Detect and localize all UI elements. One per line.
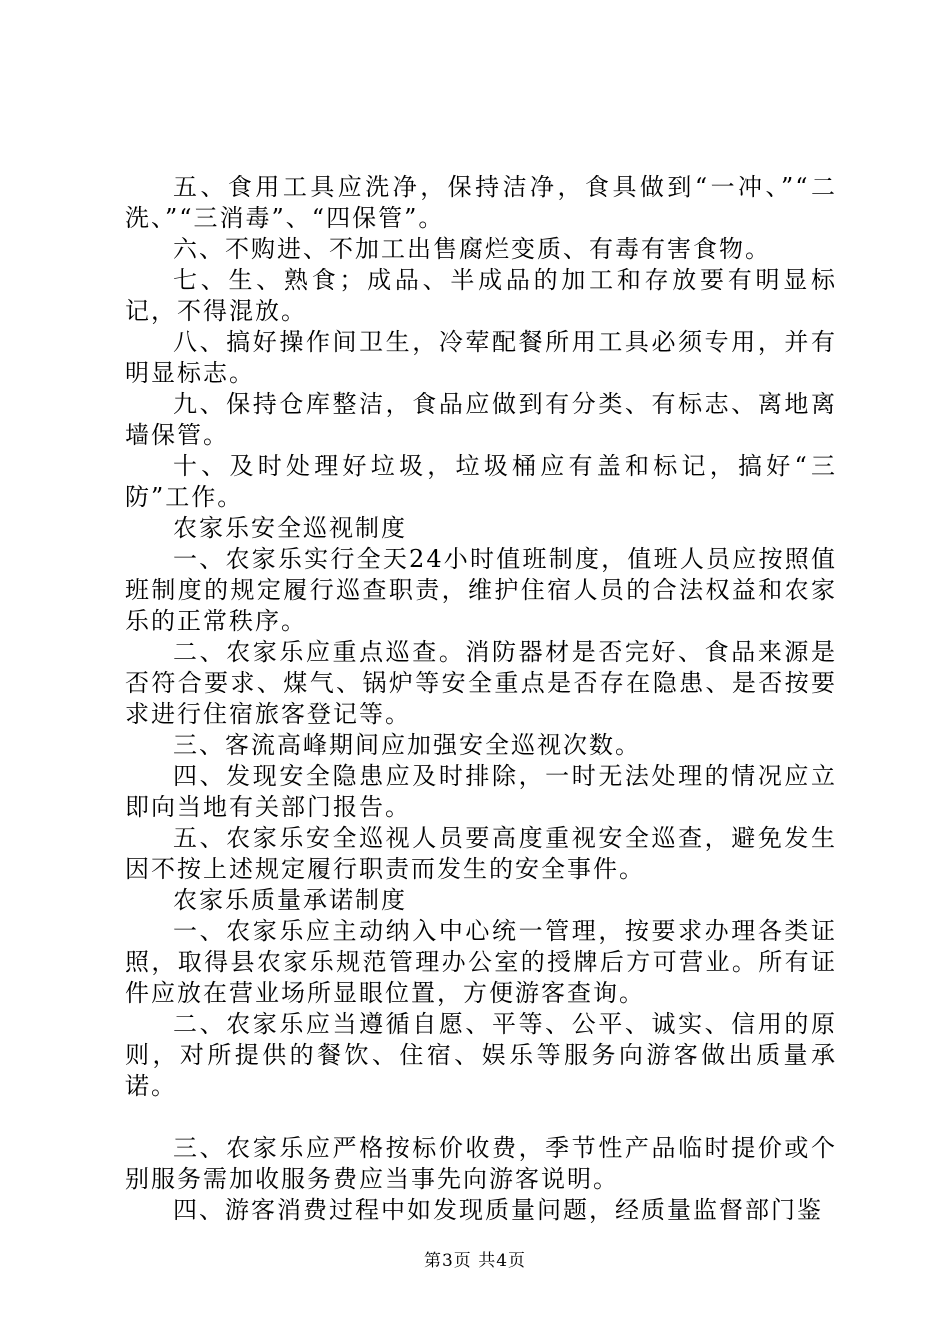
blank-line	[125, 1102, 837, 1133]
page-number-footer: 第3页 共4页	[423, 1251, 527, 1271]
paragraph-peak-patrol: 三、客流高峰期间应加强安全巡视次数。	[173, 731, 641, 759]
section-heading-safety-patrol: 农家乐安全巡视制度	[173, 514, 407, 542]
section-heading-quality-commitment: 农家乐质量承诺制度	[173, 886, 407, 914]
paragraph-waste-handling: 十、及时处理好垃圾，垃圾桶应有盖和标记，搞好“三防”工作。	[125, 452, 837, 511]
paragraph-licensing: 一、农家乐应主动纳入中心统一管理，按要求办理各类证照，取得县农家乐规范管理办公室的授牌后方可营业。所有证件应放在营业场所显眼位置，方便游客查询。	[125, 917, 837, 1007]
paragraph-quality-issue: 四、游客消费过程中如发现质量问题，经质量监督部门鉴	[173, 1196, 823, 1224]
document-body	[125, 172, 837, 1226]
paragraph-kitchen-hygiene: 八、搞好操作间卫生，冷荤配餐所用工具必须专用，并有明显标志。	[125, 328, 837, 387]
paragraph-patrol-responsibility: 五、农家乐安全巡视人员要高度重视安全巡查，避免发生因不按上述规定履行职责而发生的安全事件。	[125, 824, 837, 883]
paragraph-no-spoiled-food: 六、不购进、不加工出售腐烂变质、有毒有害食物。	[173, 235, 771, 263]
paragraph-fair-principles: 二、农家乐应当遵循自愿、平等、公平、诚实、信用的原则，对所提供的餐饮、住宿、娱乐等服务向游客做出质量承诺。	[125, 1010, 837, 1100]
paragraph-key-inspection: 二、农家乐应重点巡查。消防器材是否完好、食品来源是否符合要求、煤气、锅炉等安全重点是否存在隐患、是否按要求进行住宿旅客登记等。	[125, 638, 837, 728]
paragraph-pricing: 三、农家乐应严格按标价收费，季节性产品临时提价或个别服务需加收服务费应当事先向游客说明。	[125, 1134, 837, 1193]
paragraph-hazard-report: 四、发现安全隐患应及时排除，一时无法处理的情况应立即向当地有关部门报告。	[125, 762, 837, 821]
paragraph-24h-duty: 一、农家乐实行全天24小时值班制度，值班人员应按照值班制度的规定履行巡查职责，维护住宿人员的合法权益和农家乐的正常秩序。	[125, 545, 837, 635]
paragraph-warehouse-storage: 九、保持仓库整洁，食品应做到有分类、有标志、离地离墙保管。	[125, 390, 837, 449]
paragraph-raw-cooked-separation: 七、生、熟食；成品、半成品的加工和存放要有明显标记，不得混放。	[125, 266, 837, 325]
paragraph-tableware-cleaning: 五、食用工具应洗净，保持洁净，食具做到“一冲、”“二洗、”“三消毒”、“四保管”。	[125, 173, 837, 232]
